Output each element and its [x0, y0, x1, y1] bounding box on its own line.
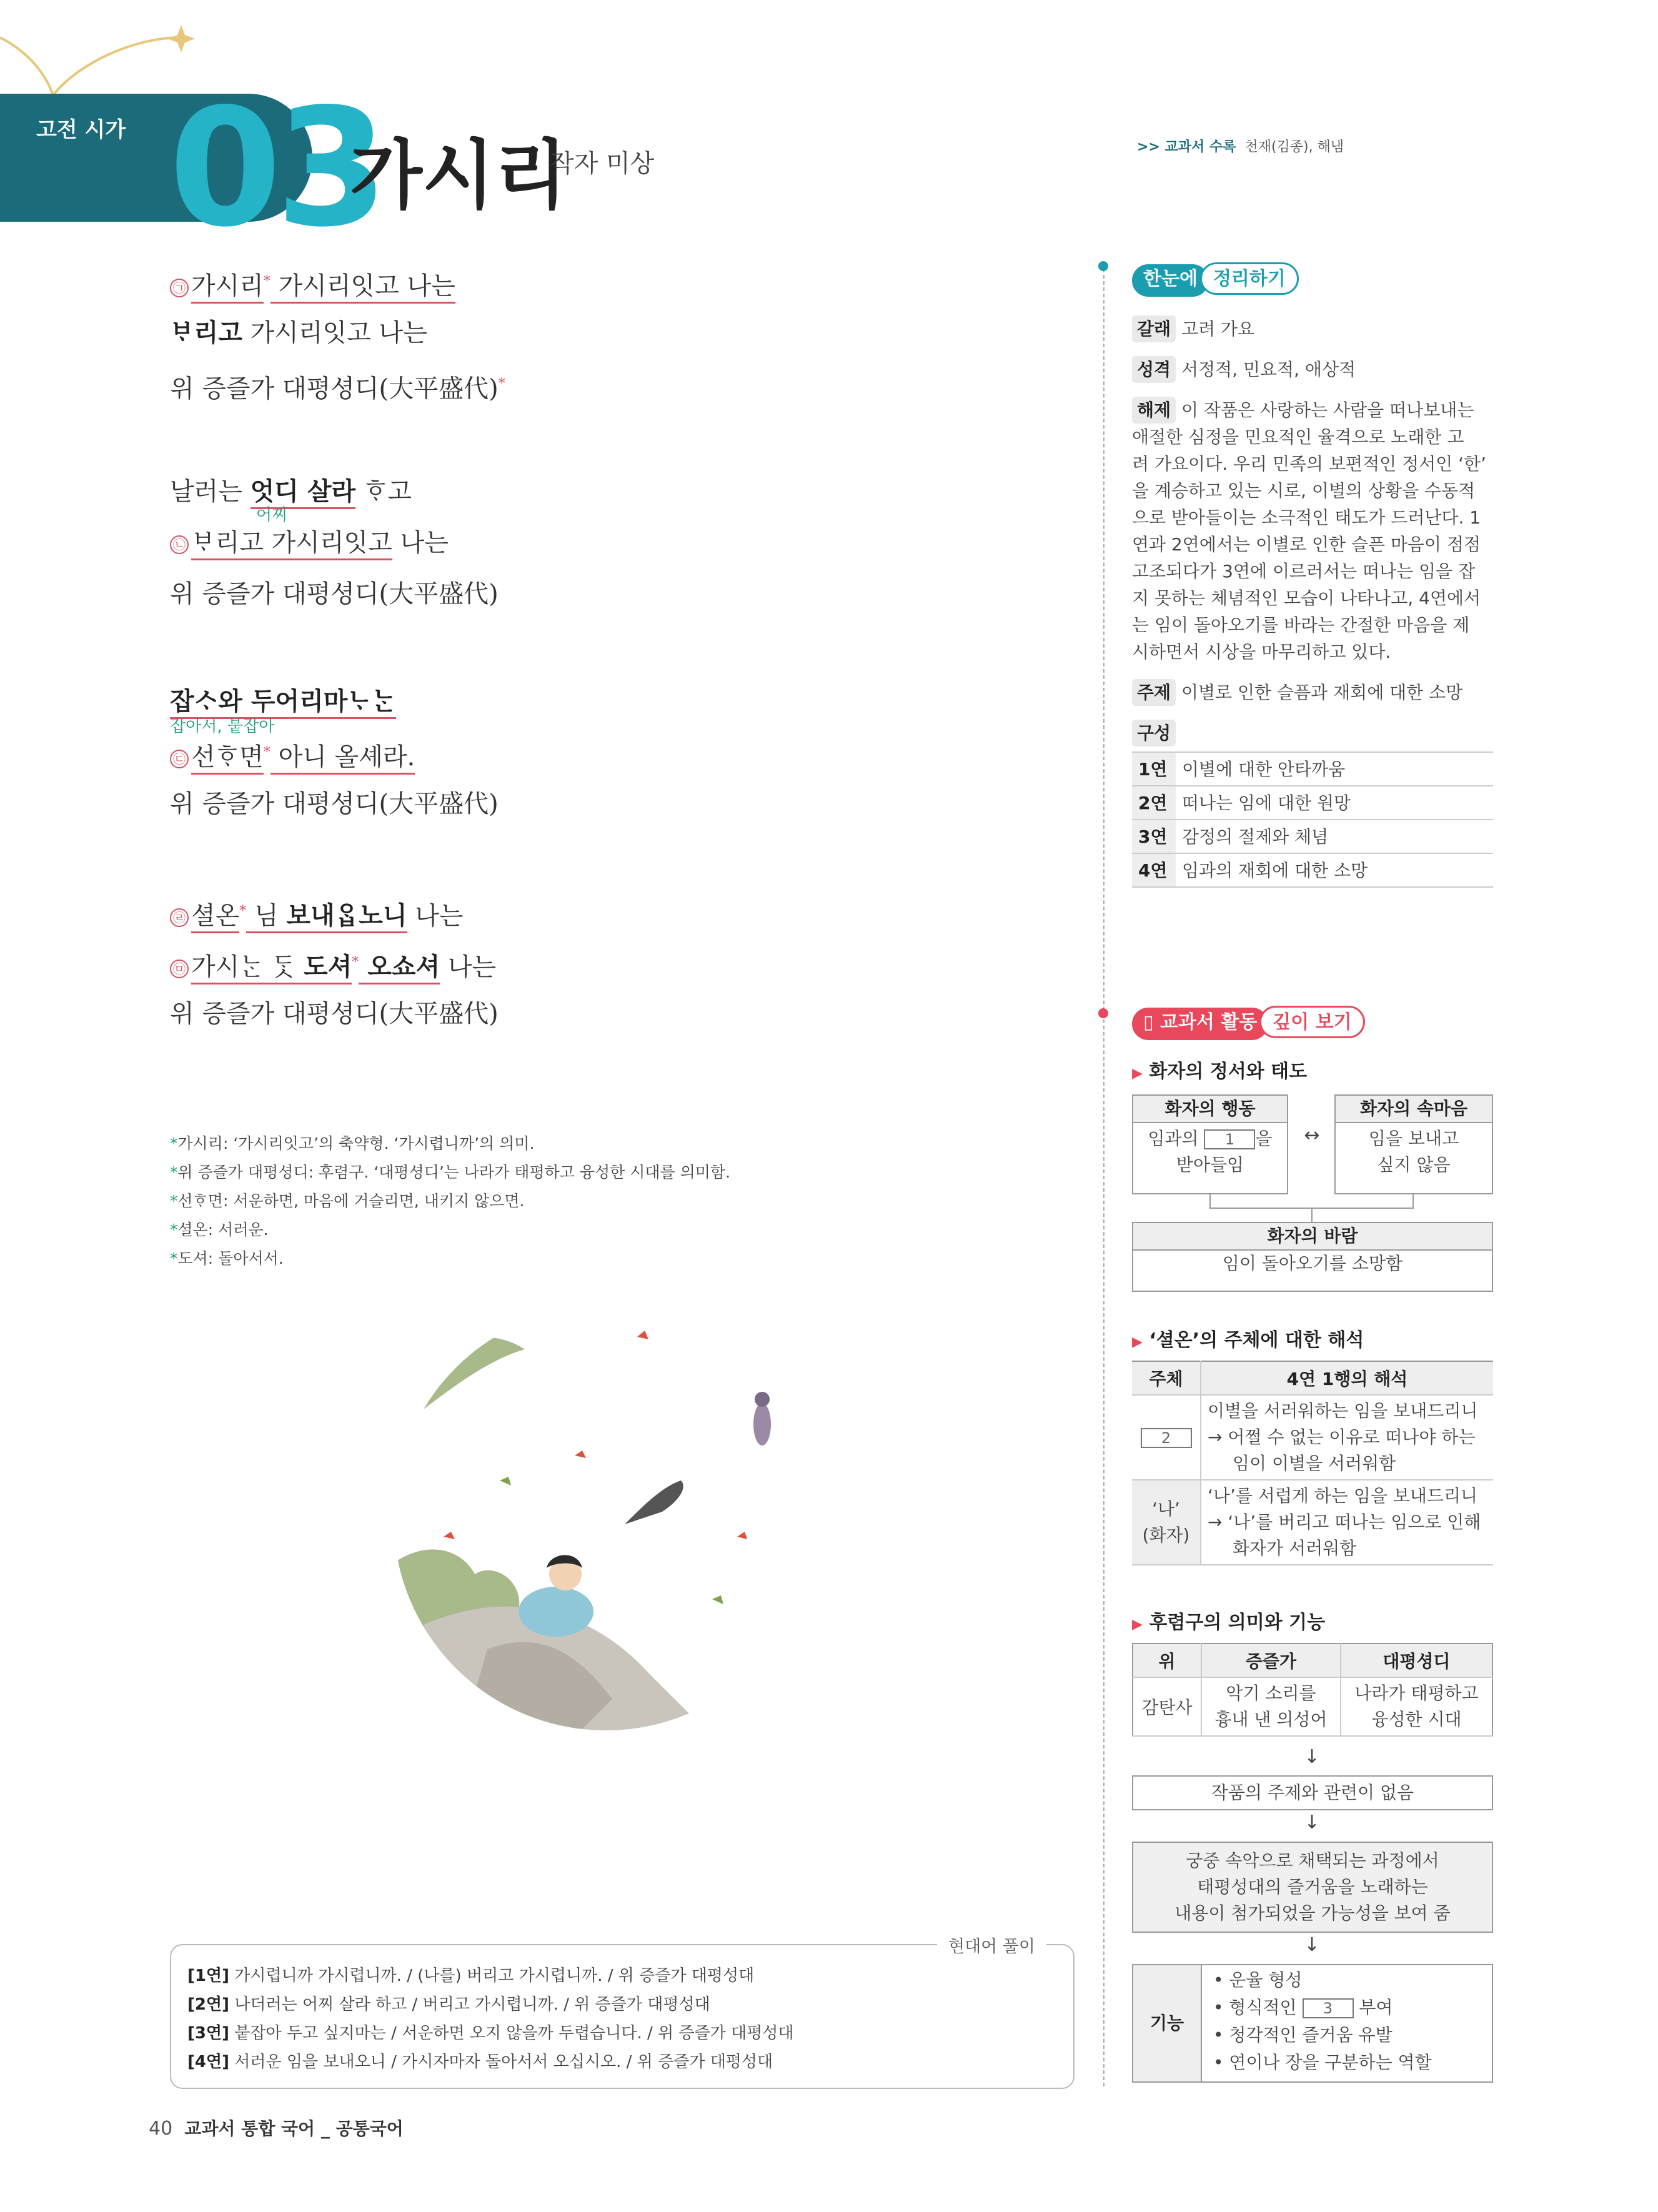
poem-line — [170, 256, 970, 307]
summary-badge — [1132, 262, 1299, 297]
mark-nieun: ㉡ — [170, 535, 189, 554]
function-box — [1132, 1964, 1493, 2083]
action-box: 화자의 행동 임과의 1 을 받아들임 — [1132, 1094, 1288, 1194]
page-number: 40 — [149, 2118, 173, 2140]
gloss-note: 어찌 — [256, 506, 288, 525]
table-row: 2연 떠나는 임에 대한 원망 — [1132, 786, 1493, 820]
footnote-star: * — [263, 274, 271, 289]
mark-rieul: ㉣ — [170, 908, 189, 927]
footnote-star: * — [239, 903, 247, 919]
activity-badge-sub: 깊이 보기 — [1259, 1006, 1364, 1038]
poem-text: 나는 — [407, 901, 464, 931]
mark-gieuk: ㉠ — [170, 279, 189, 297]
section-dot — [1098, 1008, 1108, 1018]
triangle-icon: ▶ — [1132, 1334, 1143, 1350]
translation-title: 현대어 풀이 — [937, 1933, 1046, 1957]
book-icon: ▯ — [1143, 1011, 1160, 1033]
section-refrain-title: ▶ 후렴구의 의미와 기능 — [1132, 1612, 1326, 1634]
blank-2: 2 — [1141, 1428, 1192, 1448]
down-arrow-icon: ↓ — [1304, 1934, 1320, 1956]
summary-badge-sub: 정리하기 — [1200, 262, 1299, 295]
footnote-item: *가시리: ‘가시리잇고’의 축약형. ‘가시렵니까’의 의미. — [170, 1134, 535, 1153]
genre: 고려 가요 — [1181, 319, 1255, 339]
footnote-star: * — [263, 745, 271, 760]
translation-line: [3연] 붙잡아 두고 싶지마는 / 서운하면 오지 않을까 두렵습니다. / 위 증즐가 대평성대 — [187, 2024, 794, 2043]
refrain-table — [1132, 1643, 1493, 1737]
poem-line — [170, 517, 970, 568]
footnotes — [170, 1129, 730, 1273]
translation-lines — [187, 1962, 794, 2076]
court-music-box: 궁중 속악으로 채택되는 과정에서 태평성대의 즐거움을 노래하는 내용이 첨가되었을 가능성을 보여 줌 — [1132, 1842, 1493, 1933]
function-list: • 운율 형성 • 형식적인 3 부여 • 청각적인 즐거움 유발 • 연이나 장을 구분하는 역할 — [1213, 1970, 1432, 2073]
poem-line — [170, 886, 970, 937]
footnote-item: *셜온: 서러운. — [170, 1221, 269, 1239]
theme: 이별로 인한 슬픔과 재회에 대한 소망 — [1181, 682, 1463, 703]
poem-word-bold: ᄇᆞ리고 — [170, 318, 242, 347]
poem-word-underlined: 셜온 — [191, 901, 239, 933]
poem-word-underlined: 가시리 — [191, 272, 264, 304]
section-emotion-title: ▶ 화자의 정서와 태도 — [1132, 1061, 1308, 1083]
subject-table — [1132, 1361, 1493, 1565]
explanation: 해제 이 작품은 사랑하는 사람을 떠나보내는 애절한 심정을 민요적인 율격으로 노래한 고 려 가요이다. 우리 민족의 보편적인 정서인 ‘한’ 을 계승하고 있는 시로, 이별의 상황을 수동적 으로 받아들이는 소극적인 태도가 드러난다. 1 연과 2연에서는 이별로 인한 슬픈 마음이 점점 고조되다가 3연에 이르러서는 떠나는 임을 잡 지 못하는 체념적인 모습이 나타나고, 4연에서 는 임이 돌아오기를 바라는 간절한 마음을 제 시하면서 시상을 마무리하고 있다. — [1132, 397, 1494, 665]
lesson-number: 03 — [169, 74, 382, 263]
section-subject-title: ▶ ‘셜온’의 주체에 대한 해석 — [1132, 1329, 1364, 1351]
mind-box: 화자의 속마음 임을 보내고 싶지 않음 — [1334, 1094, 1493, 1194]
poem-line — [170, 727, 970, 778]
stanza-1 — [170, 256, 970, 410]
translation-line: [1연] 가시렵니까 가시렵니까. / (나를) 버리고 가시렵니까. / 위 증즐가 대평성대 — [187, 1966, 755, 1985]
page-title: 가시리 — [350, 132, 567, 219]
footnote-item: *위 증즐가 대평셩디: 후렴구. ‘대평셩디’는 나라가 태평하고 융성한 시대를 의미함. — [170, 1163, 731, 1181]
blank-1: 1 — [1204, 1129, 1255, 1149]
poem-word-bold: 보내ᄋᆞᆸ노니 — [286, 901, 407, 933]
poem-word-bold: 엇디 살라 — [251, 477, 356, 509]
table-row: 1연 이별에 대한 안타까움 — [1132, 752, 1493, 786]
mark-digeut: ㉢ — [170, 750, 189, 768]
genre-label: 갈래 — [1132, 315, 1176, 342]
translation-line: [4연] 서러운 임을 보내오니 / 가시자마자 돌아서서 오십시오. / 위 증즐가 대평성대 — [187, 2053, 773, 2071]
column-divider — [1103, 262, 1105, 2086]
poem-text-underlined: 가시리잇고 나는 — [271, 272, 455, 304]
book-title: 교과서 통합 국어 _ 공통국어 — [184, 2118, 404, 2139]
source-text: 천재(김종), 해냄 — [1244, 139, 1344, 155]
footnote-star: * — [498, 376, 505, 392]
refrain-text: 위 증즐가 대평셩디(大平盛代) — [170, 374, 499, 404]
poem-word-bold: 도셔 — [304, 952, 352, 984]
connector-lines — [1132, 1194, 1494, 1222]
down-arrow-icon: ↓ — [1304, 1812, 1320, 1833]
poem-word-underlined: 선ᄒᆞ면 — [191, 743, 264, 775]
poem-text-underlined: 아니 올셰라. — [271, 743, 415, 775]
nature-label: 성격 — [1132, 356, 1176, 383]
poem-text: ᄒᆞ고 — [355, 477, 412, 506]
poem-line — [170, 466, 970, 525]
poem-refrain: 위 증즐가 대평셩디(大平盛代) — [170, 999, 499, 1028]
wish-box: 화자의 바람 임이 돌아오기를 소망함 — [1132, 1222, 1493, 1292]
stanza-2 — [170, 466, 970, 620]
table-row: 3연 감정의 절제와 체념 — [1132, 820, 1493, 853]
activity-badge — [1132, 1006, 1365, 1040]
theme-label: 주제 — [1132, 679, 1176, 706]
footnote-item: *선ᄒᆞ면: 서운하면, 마음에 거슬리면, 내키지 않으면. — [170, 1192, 525, 1210]
triangle-icon: ▶ — [1132, 1617, 1143, 1632]
activity-badge-main: ▯ 교과서 활동 — [1132, 1008, 1268, 1040]
stanza-3 — [170, 676, 970, 830]
footnote-item: *도셔: 돌아서서. — [170, 1249, 284, 1267]
illustration-farewell-scene — [387, 1299, 825, 1737]
page-footer — [149, 2115, 404, 2140]
stanza-4 — [170, 886, 970, 1039]
poem-text: 가시리잇고 나는 — [242, 319, 427, 347]
blank-3: 3 — [1303, 1998, 1354, 2018]
structure-label: 구성 — [1132, 720, 1176, 746]
poem-text: 날러는 — [170, 477, 251, 506]
translation-line: [2연] 나더러는 어찌 살라 하고 / 버리고 가시렵니까. / 위 증즐가 대평성대 — [187, 1995, 710, 2014]
category-label: 고전 시가 — [36, 117, 126, 142]
table-row: 4연 임과의 재회에 대한 소망 — [1132, 853, 1493, 887]
function-label: 기능 — [1133, 1965, 1202, 2081]
table-row: ‘나’ (화자) ‘나’를 서럽게 하는 임을 보내드리니 → ‘나’를 버리고 떠나는 임으로 인해 화자가 서러워함 — [1132, 1480, 1493, 1565]
gloss-note: 잡아서, 붙잡아 — [170, 717, 275, 736]
textbook-source — [1137, 136, 1344, 156]
poem-line-bold: 잡ᄉᆞ와 두어리마ᄂᆞᄂᆞᆫ — [170, 687, 396, 719]
explain-label: 해제 — [1132, 397, 1176, 424]
poem-text: 나는 — [392, 528, 449, 557]
triangle-icon: ▶ — [1132, 1066, 1143, 1081]
summary-body — [1132, 315, 1494, 888]
poem-line — [170, 307, 970, 359]
poem-line — [170, 676, 970, 736]
no-relation-box: 작품의 주제와 관련이 없음 — [1132, 1775, 1493, 1810]
section-dot — [1098, 261, 1108, 271]
footnote-star: * — [352, 955, 359, 970]
poem-refrain — [170, 359, 970, 410]
table-row: 위 증즐가 대평셩디 — [1133, 1644, 1492, 1677]
nature: 서정적, 민요적, 애상적 — [1181, 359, 1356, 380]
table-row: 2 이별을 서러워하는 임을 보내드리니 → 어쩔 수 없는 이유로 떠나야 하는 임이 이별을 서러워함 — [1132, 1395, 1493, 1480]
poem-word-bold: 오쇼셔 — [359, 952, 440, 984]
table-row: 감탄사 악기 소리를 흉내 낸 의성어 나라가 태평하고 융성한 시대 — [1133, 1677, 1492, 1736]
poem-text-underlined: ᄇᆞ리고 가시리잇고 — [191, 528, 392, 560]
mark-mieum: ㉤ — [170, 960, 189, 978]
structure-table — [1132, 751, 1493, 888]
bidirectional-arrow-icon: ↔ — [1304, 1124, 1320, 1146]
poem-line — [170, 937, 970, 988]
poem-refrain: 위 증즐가 대평셩디(大平盛代) — [170, 790, 499, 818]
poem — [170, 256, 970, 1096]
summary-badge-main: 한눈에 — [1132, 264, 1209, 297]
poem-text-underlined: 가시ᄂᆞᆫ ᄃᆞᆺ — [191, 953, 304, 984]
author: 작자 미상 — [550, 149, 655, 178]
poem-text-underlined: 님 — [246, 901, 286, 933]
down-arrow-icon: ↓ — [1304, 1746, 1320, 1768]
table-row: 주체 4연 1행의 해석 — [1132, 1361, 1493, 1395]
poem-refrain: 위 증즐가 대평셩디(大平盛代) — [170, 580, 499, 608]
source-label: >> 교과서 수록 — [1137, 139, 1236, 155]
poem-text: 나는 — [440, 953, 497, 982]
